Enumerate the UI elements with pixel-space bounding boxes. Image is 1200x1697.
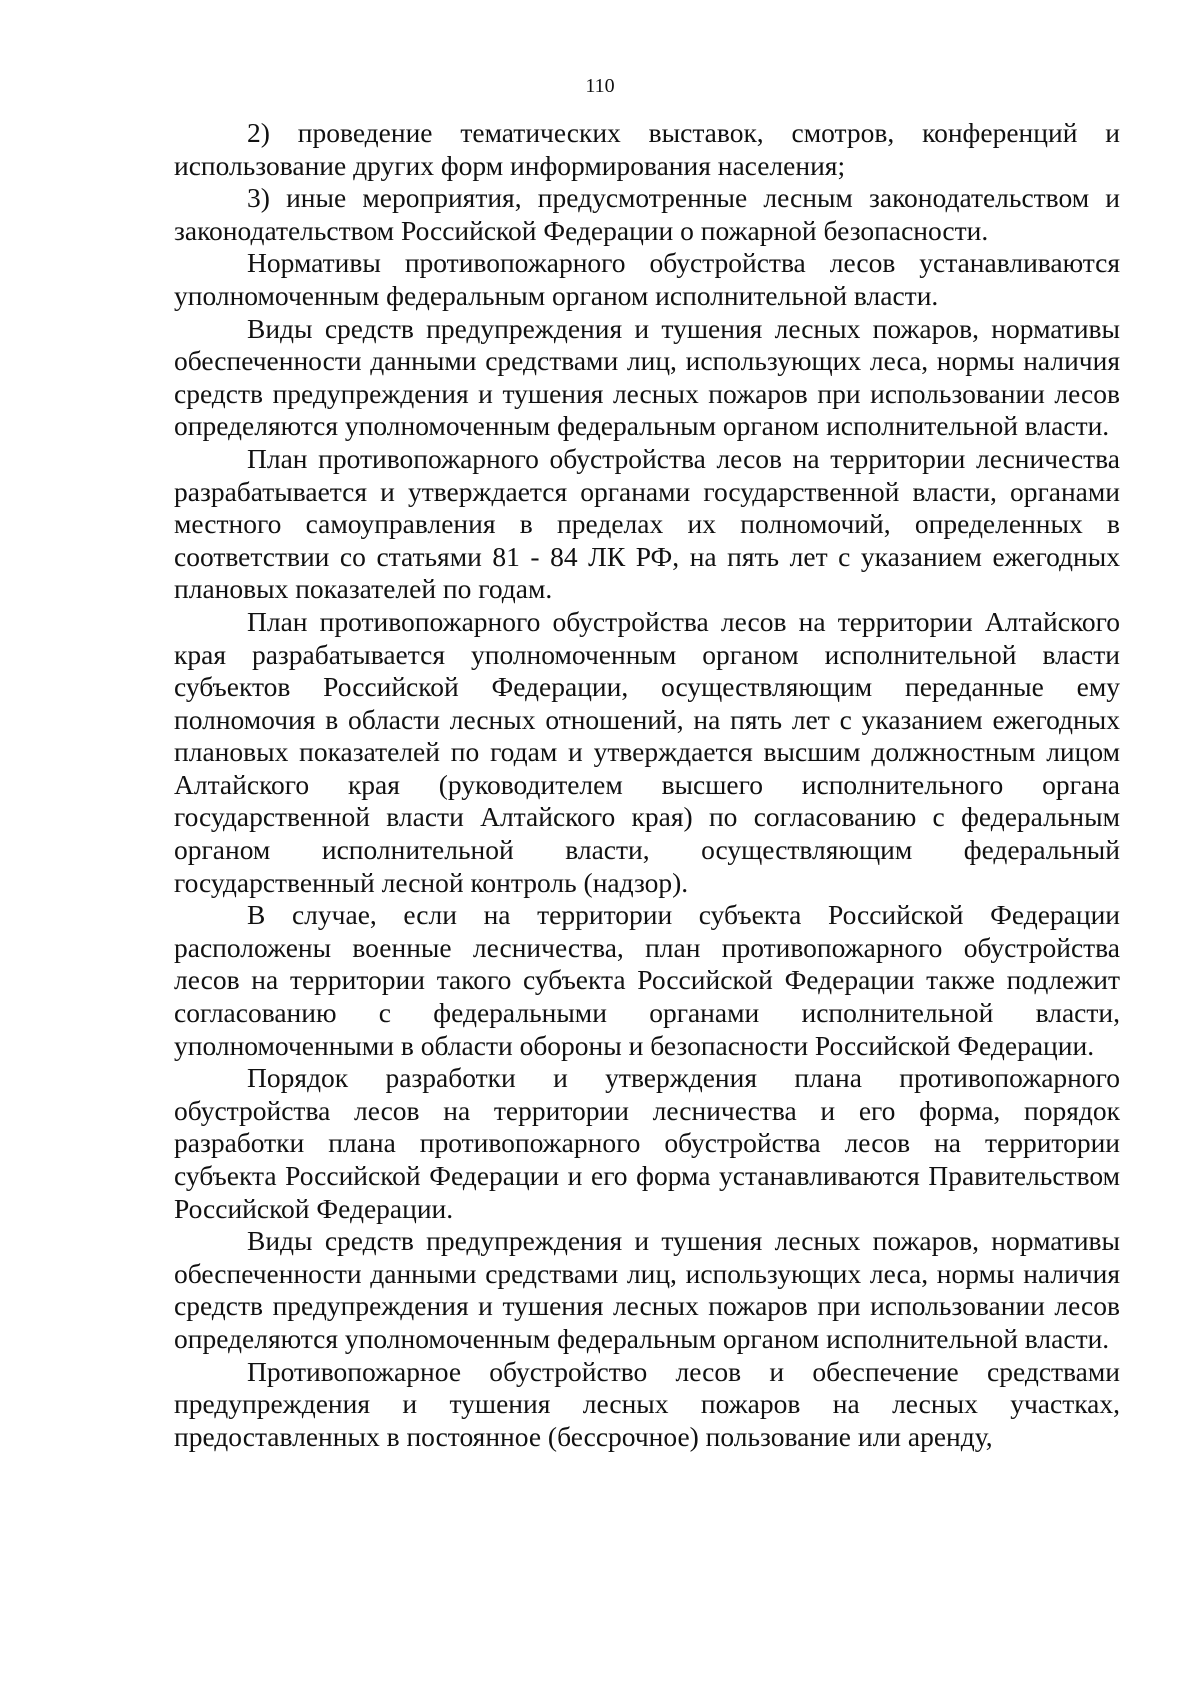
paragraph-8: Порядок разработки и утверждения плана противопожарного обустройства лесов на территории лесничества и его форма, порядок разработки плана противопожарного обустройства лесов на территории субъекта Российской Федерации и его форма устанавливаются Правительством Российской Федерации.: [174, 1062, 1120, 1224]
paragraph-4: Виды средств предупреждения и тушения лесных пожаров, нормативы обеспеченности данными средствами лиц, использующих леса, нормы наличия средств предупреждения и тушения лесных пожаров при использовании лесов определяются уполномоченным федеральным органом исполнительной власти.: [174, 312, 1120, 442]
paragraph-5: План противопожарного обустройства лесов на территории лесничества разрабатывается и утверждается органами государственной власти, органами местного самоуправления в пределах их полномочий, определенных в соответствии со статьями 81 - 84 ЛК РФ, на пять лет с указанием ежегодных плановых показателей по годам.: [174, 442, 1120, 605]
paragraph-10: Противопожарное обустройство лесов и обеспечение средствами предупреждения и тушения лесных пожаров на лесных участках, предоставленных в постоянное (бессрочное) пользование или аренду,: [174, 1355, 1120, 1452]
paragraph-2: 3) иные мероприятия, предусмотренные лесным законодательством и законодательством Российской Федерации о пожарной безопасности.: [174, 182, 1120, 246]
paragraph-9: Виды средств предупреждения и тушения лесных пожаров, нормативы обеспеченности данными средствами лиц, использующих леса, нормы наличия средств предупреждения и тушения лесных пожаров при использовании лесов определяются уполномоченным федеральным органом исполнительной власти.: [174, 1225, 1120, 1354]
paragraph-7: В случае, если на территории субъекта Российской Федерации расположены военные лесничества, план противопожарного обустройства лесов на территории такого субъекта Российской Федерации также подлежит согласованию с федеральными органами исполнительной власти, уполномоченными в области обороны и безопасности Российской Федерации.: [174, 899, 1120, 1061]
page-number: 110: [585, 75, 615, 97]
paragraph-1: 2) проведение тематических выставок, смотров, конференций и использование других форм информирования населения;: [174, 117, 1120, 181]
document-body: [174, 117, 1120, 1453]
paragraph-6: План противопожарного обустройства лесов на территории Алтайского края разрабатывается уполномоченным органом исполнительной власти субъектов Российской Федерации, осуществляющим переданные ему полномочия в области лесных отношений, на пять лет с указанием ежегодных плановых показателей по годам и утверждается высшим должностным лицом Алтайского края (руководителем высшего исполнительного органа государственной власти Алтайского края) по согласованию с федеральным органом исполнительной власти, осуществляющим федеральный государственный лесной контроль (надзор).: [174, 605, 1120, 898]
paragraph-3: Нормативы противопожарного обустройства лесов устанавливаются уполномоченным федеральным органом исполнительной власти.: [174, 247, 1120, 311]
